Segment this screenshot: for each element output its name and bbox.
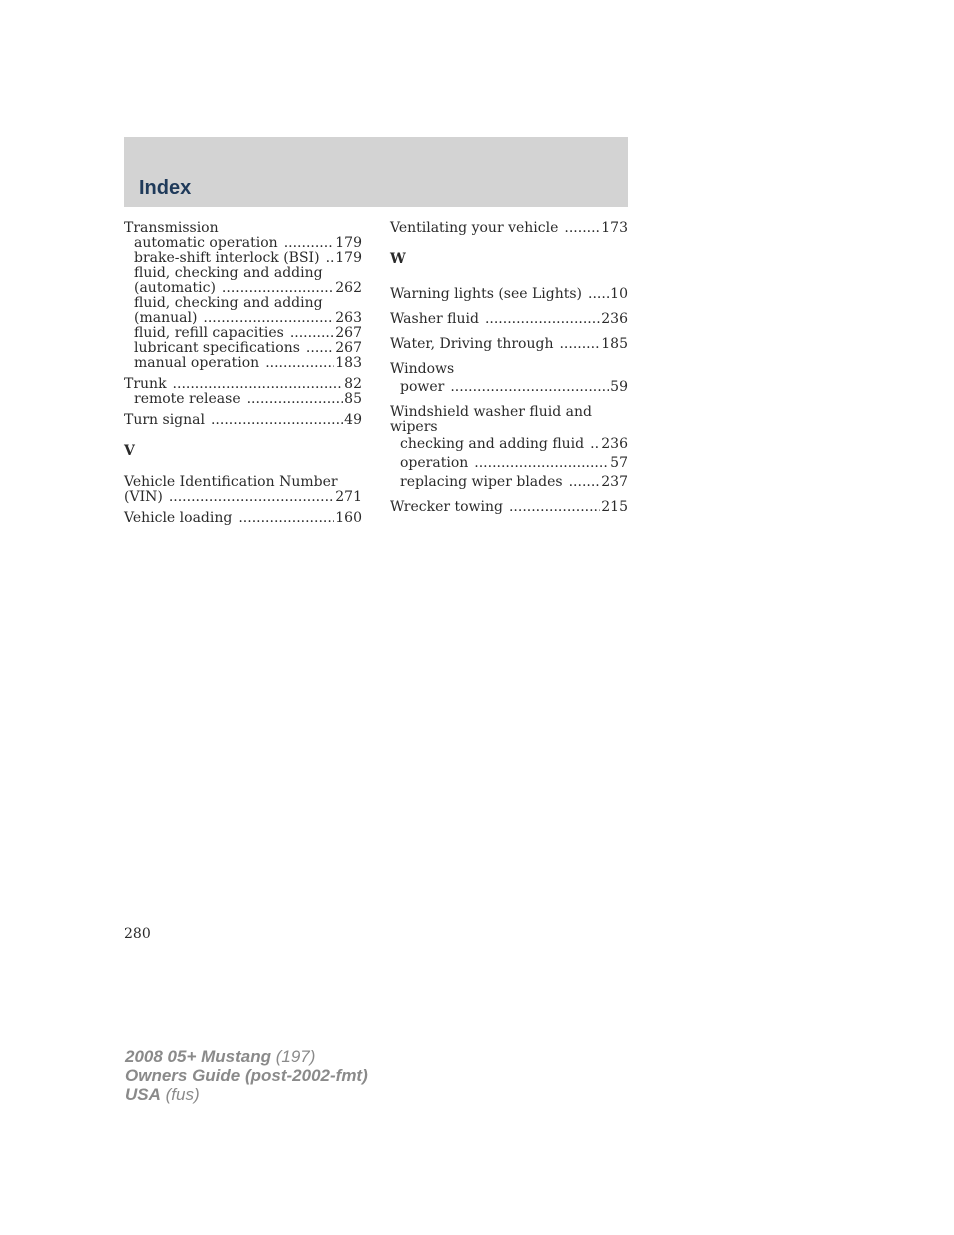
footer-market: USA [125,1085,161,1104]
entry-text: lubricant specifications [134,340,300,356]
entry-text-cont: (VIN) [124,489,163,505]
page-ref[interactable]: 267 [335,340,362,356]
leader-dots [590,437,600,452]
index-entry-windshield [390,405,628,490]
footer-market-code: (fus) [165,1085,200,1104]
entry-heading: Windshield washer fluid and [390,404,592,420]
page-ref[interactable]: 49 [344,412,362,428]
page-ref[interactable]: 262 [335,280,362,296]
entry-text: Trunk [124,376,167,392]
entry-text: Vehicle Identification Number [124,474,338,490]
entry-heading: Transmission [124,220,219,236]
page-ref[interactable]: 271 [335,489,362,505]
sub-entry [390,437,628,452]
index-column-right [390,221,628,515]
entry-text: fluid, refill capacities [134,325,284,341]
entry-text: Warning lights (see Lights) [390,286,583,302]
index-entry-ventilating [390,221,628,236]
page-ref[interactable]: 185 [601,336,628,352]
sub-entry [124,392,362,407]
sub-entry [124,251,362,266]
entry-text: brake-shift interlock (BSI) [134,250,320,266]
index-entry-warning-lights [390,287,628,302]
leader-dots [173,377,344,392]
entry-text: operation [400,455,469,471]
page-ref[interactable]: 82 [344,376,362,392]
page-ref[interactable]: 10 [610,286,628,302]
sub-entry [390,380,628,395]
index-entry-transmission [124,221,362,371]
entry-text: Water, Driving through [390,336,554,352]
sub-entry [124,341,362,356]
footer-model-code: (197) [275,1047,316,1066]
sub-entry [124,356,362,371]
index-entry-washer-fluid [390,312,628,327]
footer-model: 2008 05+ Mustang [125,1047,271,1066]
page-number: 280 [124,926,151,942]
index-entry-water [390,337,628,352]
page-ref[interactable]: 237 [601,474,628,490]
page-ref[interactable]: 57 [610,455,628,471]
document-footer [125,1047,368,1104]
entry-text: power [400,379,445,395]
leader-dots [284,236,335,251]
leader-dots [222,281,334,296]
leader-dots [474,456,609,471]
page-ref[interactable]: 183 [335,355,362,371]
leader-dots [588,287,609,302]
sub-entry [390,456,628,471]
entry-text: Turn signal [124,412,205,428]
leader-dots [559,337,600,352]
leader-dots [564,221,600,236]
entry-heading-cont: wipers [390,419,438,435]
entry-text: remote release [134,391,241,407]
footer-line-3 [125,1085,368,1104]
entry-text: Vehicle loading [124,510,233,526]
sub-entry [124,311,362,326]
leader-dots [509,500,600,515]
page-ref[interactable]: 179 [335,250,362,266]
sub-entry [124,236,362,251]
index-entry-turn-signal [124,413,362,428]
index-entry-vin [124,475,362,505]
entry-text: fluid, checking and adding [134,265,323,281]
page-ref[interactable]: 215 [601,499,628,515]
section-header [124,137,628,207]
footer-line-1 [125,1047,368,1066]
page-ref[interactable]: 85 [344,391,362,407]
leader-dots [203,311,334,326]
leader-dots [238,511,334,526]
index-entry-windows [390,362,628,395]
index-entry-wrecker-towing [390,500,628,515]
sub-entry [390,475,628,490]
footer-line-2 [125,1066,368,1085]
section-title: Index [139,177,192,199]
leader-dots [247,392,344,407]
entry-heading: Windows [390,361,455,377]
footer-guide: Owners Guide (post-2002-fmt) [125,1066,368,1085]
leader-dots [326,251,335,266]
entry-text: Washer fluid [390,311,479,327]
entry-text: Wrecker towing [390,499,503,515]
leader-dots [290,326,334,341]
page-ref[interactable]: 263 [335,310,362,326]
entry-text-cont: (automatic) [134,280,216,296]
index-column-left [124,221,362,526]
sub-entry [124,326,362,341]
sub-entry [124,281,362,296]
leader-dots [306,341,334,356]
page-ref[interactable]: 173 [601,220,628,236]
main-entry [124,490,362,505]
entry-text: fluid, checking and adding [134,295,323,311]
entry-text-cont: (manual) [134,310,198,326]
entry-text: manual operation [134,355,260,371]
page-ref[interactable]: 160 [335,510,362,526]
page-ref[interactable]: 59 [610,379,628,395]
main-entry [124,377,362,392]
entry-text: checking and adding fluid [400,436,585,452]
index-entry-trunk [124,377,362,407]
entry-text: automatic operation [134,235,278,251]
index-entry-vehicle-loading [124,511,362,526]
leader-dots [569,475,601,490]
page-ref[interactable]: 236 [601,436,628,452]
letter-heading-w: W [390,251,406,267]
page-ref[interactable]: 179 [335,235,362,251]
page-ref[interactable]: 236 [601,311,628,327]
entry-text: replacing wiper blades [400,474,563,490]
letter-heading-v: V [124,443,135,459]
leader-dots [169,490,334,505]
page-ref[interactable]: 267 [335,325,362,341]
leader-dots [485,312,600,327]
leader-dots [211,413,343,428]
leader-dots [265,356,334,371]
leader-dots [450,380,609,395]
entry-text: Ventilating your vehicle [390,220,559,236]
